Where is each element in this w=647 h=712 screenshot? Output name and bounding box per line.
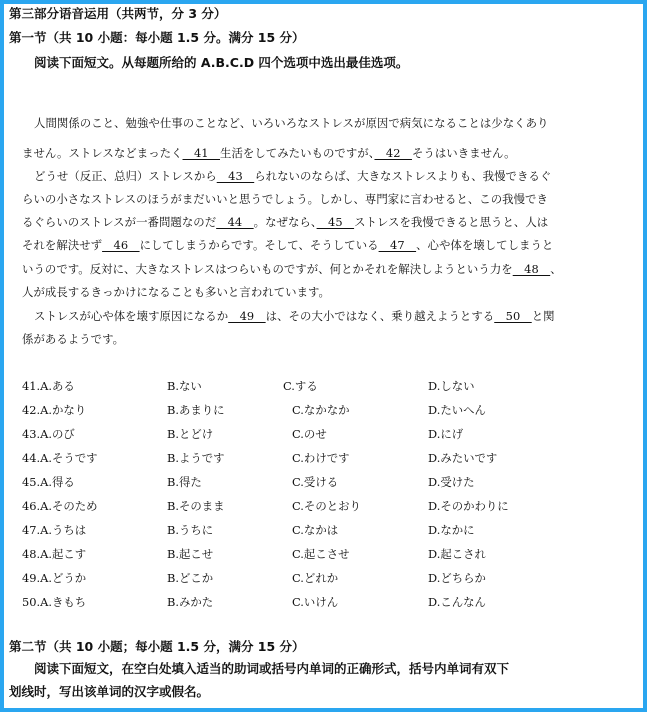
- option-42-c: C.なかなか: [292, 403, 350, 417]
- option-49-b: B.どこか: [167, 571, 214, 585]
- option-41-c: C.する: [283, 379, 318, 393]
- passage-line-4: らいの小さなストレスのほうがまだいいと思うでしょう。しかし、専門家に言わせると、この我慢でき: [22, 192, 548, 206]
- option-47-c: C.なかは: [292, 523, 339, 537]
- passage-text: 生活をしてみたいものですが、: [220, 146, 375, 160]
- option-45-a: 45.A.得る: [22, 475, 75, 489]
- passage-text: どうせ（反正、总归）ストレスから: [34, 169, 217, 183]
- option-44-a: 44.A.そうです: [22, 451, 98, 465]
- passage-text: 。なぜなら、: [253, 215, 317, 229]
- passage-text: そうはいきません。: [411, 146, 516, 160]
- option-48-b: B.起こせ: [167, 547, 214, 561]
- option-48-d: D.起こされ: [428, 547, 486, 561]
- option-43-a: 43.A.のび: [22, 427, 75, 441]
- blank-49: 49: [228, 309, 266, 323]
- blank-47: 47: [378, 238, 417, 252]
- passage-line-1: 人間関係のこと、勉強や仕事のことなど、いろいろなストレスが原因で病気になることは少なくあり: [34, 116, 549, 130]
- blank-43: 43: [216, 169, 255, 183]
- passage-line-3: [34, 169, 551, 183]
- option-44-c: C.わけです: [292, 451, 350, 465]
- passage-line-7: [22, 262, 562, 276]
- option-48-c: C.起こさせ: [292, 547, 350, 561]
- passage-text: ストレスが心や体を壊す原因になるか: [34, 309, 229, 323]
- passage-line-6: [22, 238, 553, 252]
- blank-41: 41: [182, 146, 220, 160]
- option-50-a: 50.A.きもち: [22, 595, 87, 609]
- option-48-a: 48.A.起こす: [22, 547, 87, 561]
- option-46-c: C.そのとおり: [292, 499, 361, 513]
- passage-text: と関: [531, 309, 555, 323]
- passage-text: ません。ストレスなどまったく: [22, 146, 183, 160]
- option-46-a: 46.A.そのため: [22, 499, 98, 513]
- option-41-a: 41.A.ある: [22, 379, 75, 393]
- option-41-d: D.しない: [428, 379, 475, 393]
- section2-instruction-line-2: 划线时，写出该单词的汉字或假名。: [9, 684, 210, 699]
- section2-instruction-line-1: 阅读下面短文，在空白处填入适当的助词或括号内单词的正确形式，括号内单词有双下: [34, 661, 510, 676]
- passage-text: られないのならば、大きなストレスよりも、我慢できるぐ: [254, 169, 552, 183]
- option-50-c: C.いけん: [292, 595, 339, 609]
- option-43-c: C.のせ: [292, 427, 327, 441]
- passage-line-9: [34, 309, 555, 323]
- option-42-a: 42.A.かなり: [22, 403, 87, 417]
- blank-46: 46: [102, 238, 140, 252]
- blank-44: 44: [216, 215, 254, 229]
- section2-title: 第二节（共 10 小题；每小题 1.5 分，满分 15 分）: [9, 639, 305, 654]
- blank-42: 42: [374, 146, 412, 160]
- passage-text: それを解決せず: [22, 238, 103, 252]
- option-45-b: B.得た: [167, 475, 202, 489]
- option-45-d: D.受けた: [428, 475, 475, 489]
- blank-50: 50: [494, 309, 532, 323]
- part-title: 第三部分语音运用（共两节，分 3 分）: [9, 6, 227, 21]
- passage-line-10: 係があるようです。: [22, 332, 125, 346]
- passage-text: 、心や体を壊してしまうと: [416, 238, 554, 252]
- passage-text: にしてしまうからです。そして、そうしている: [139, 238, 379, 252]
- blank-48: 48: [512, 262, 551, 276]
- section1-title: 第一节（共 10 小题：每小题 1.5 分。满分 15 分）: [9, 30, 305, 45]
- passage-text: るぐらいのストレスが一番問題なのだ: [22, 215, 217, 229]
- option-41-b: B.ない: [167, 379, 202, 393]
- option-47-d: D.なかに: [428, 523, 475, 537]
- passage-text: いうのです。反対に、大きなストレスはつらいものですが、何とかそれを解決しようという力を: [22, 262, 513, 276]
- option-49-a: 49.A.どうか: [22, 571, 87, 585]
- option-46-d: D.そのかわりに: [428, 499, 509, 513]
- option-45-c: C.受ける: [292, 475, 339, 489]
- option-47-a: 47.A.うちは: [22, 523, 87, 537]
- passage-text: ストレスを我慢できると思うと、人は: [354, 215, 549, 229]
- option-49-d: D.どちらか: [428, 571, 486, 585]
- option-43-b: B.とどけ: [167, 427, 214, 441]
- passage-line-2: [22, 146, 516, 160]
- passage-line-5: [22, 215, 548, 229]
- option-44-b: B.ようです: [167, 451, 225, 465]
- option-42-d: D.たいへん: [428, 403, 486, 417]
- option-50-d: D.こんなん: [428, 595, 486, 609]
- blank-45: 45: [316, 215, 355, 229]
- option-49-c: C.どれか: [292, 571, 339, 585]
- passage-text: は、その大小ではなく、乗り越えようとする: [265, 309, 495, 323]
- section1-instruction: 阅读下面短文。从每题所给的 A.B.C.D 四个选项中选出最佳选项。: [34, 55, 409, 70]
- option-47-b: B.うちに: [167, 523, 214, 537]
- option-43-d: D.にげ: [428, 427, 464, 441]
- option-44-d: D.みたいです: [428, 451, 498, 465]
- option-50-b: B.みかた: [167, 595, 214, 609]
- option-42-b: B.あまりに: [167, 403, 225, 417]
- option-46-b: B.そのまま: [167, 499, 225, 513]
- passage-text: 、: [550, 262, 562, 276]
- passage-line-8: 人が成長するきっかけになることも多いと言われています。: [22, 285, 330, 299]
